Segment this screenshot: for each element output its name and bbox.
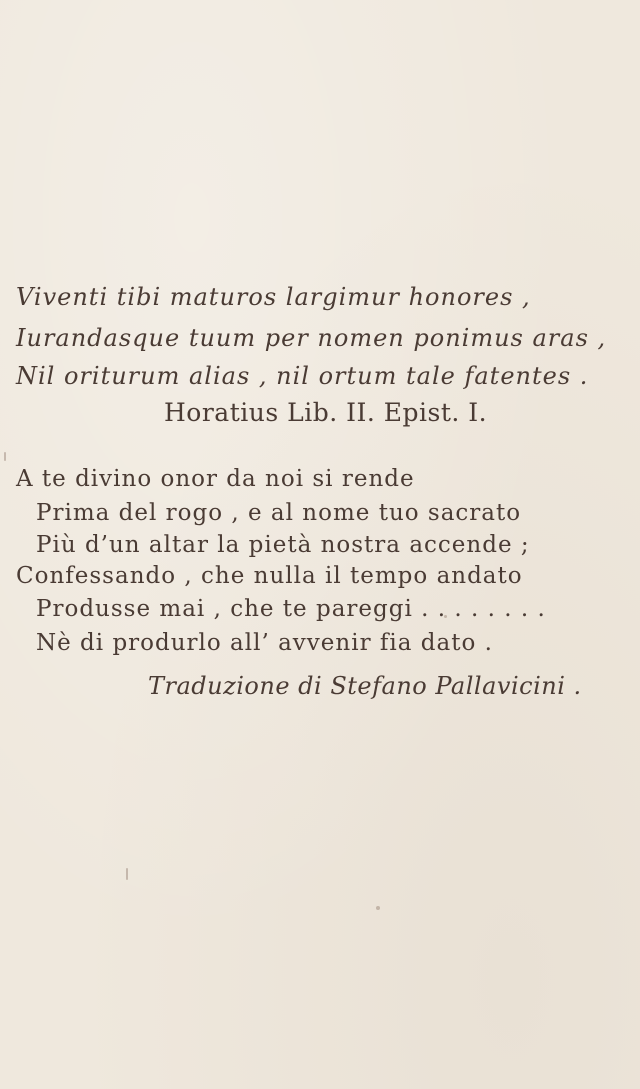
verse-line-4: Confessando , che nulla il tempo andato — [16, 563, 523, 589]
translation-credit: Traduzione di Stefano Pallavicini . — [148, 672, 582, 700]
epigraph-line-2: Iurandasque tuum per nomen ponimus aras , — [16, 324, 607, 352]
epigraph-line-1: Viventi tibi maturos largimur honores , — [16, 283, 531, 311]
paper-speck — [126, 868, 128, 880]
verse-line-6: Nè di produrlo all’ avvenir fia dato . — [36, 630, 493, 656]
paper-speck — [444, 615, 447, 618]
verse-line-1: A te divino onor da noi si rende — [16, 466, 415, 492]
epigraph-line-3: Nil oriturum alias , nil ortum tale fatentes . — [16, 362, 589, 390]
paper-speck — [376, 906, 380, 910]
verse-line-5: Produsse mai , che te pareggi . . . . . . . . — [36, 596, 546, 622]
verse-line-2: Prima del rogo , e al nome tuo sacrato — [36, 500, 522, 526]
epigraph-citation: Horatius Lib. II. Epist. I. — [164, 398, 488, 427]
verse-line-3: Più d’un altar la pietà nostra accende ; — [36, 532, 530, 558]
paper-speck — [4, 452, 6, 461]
